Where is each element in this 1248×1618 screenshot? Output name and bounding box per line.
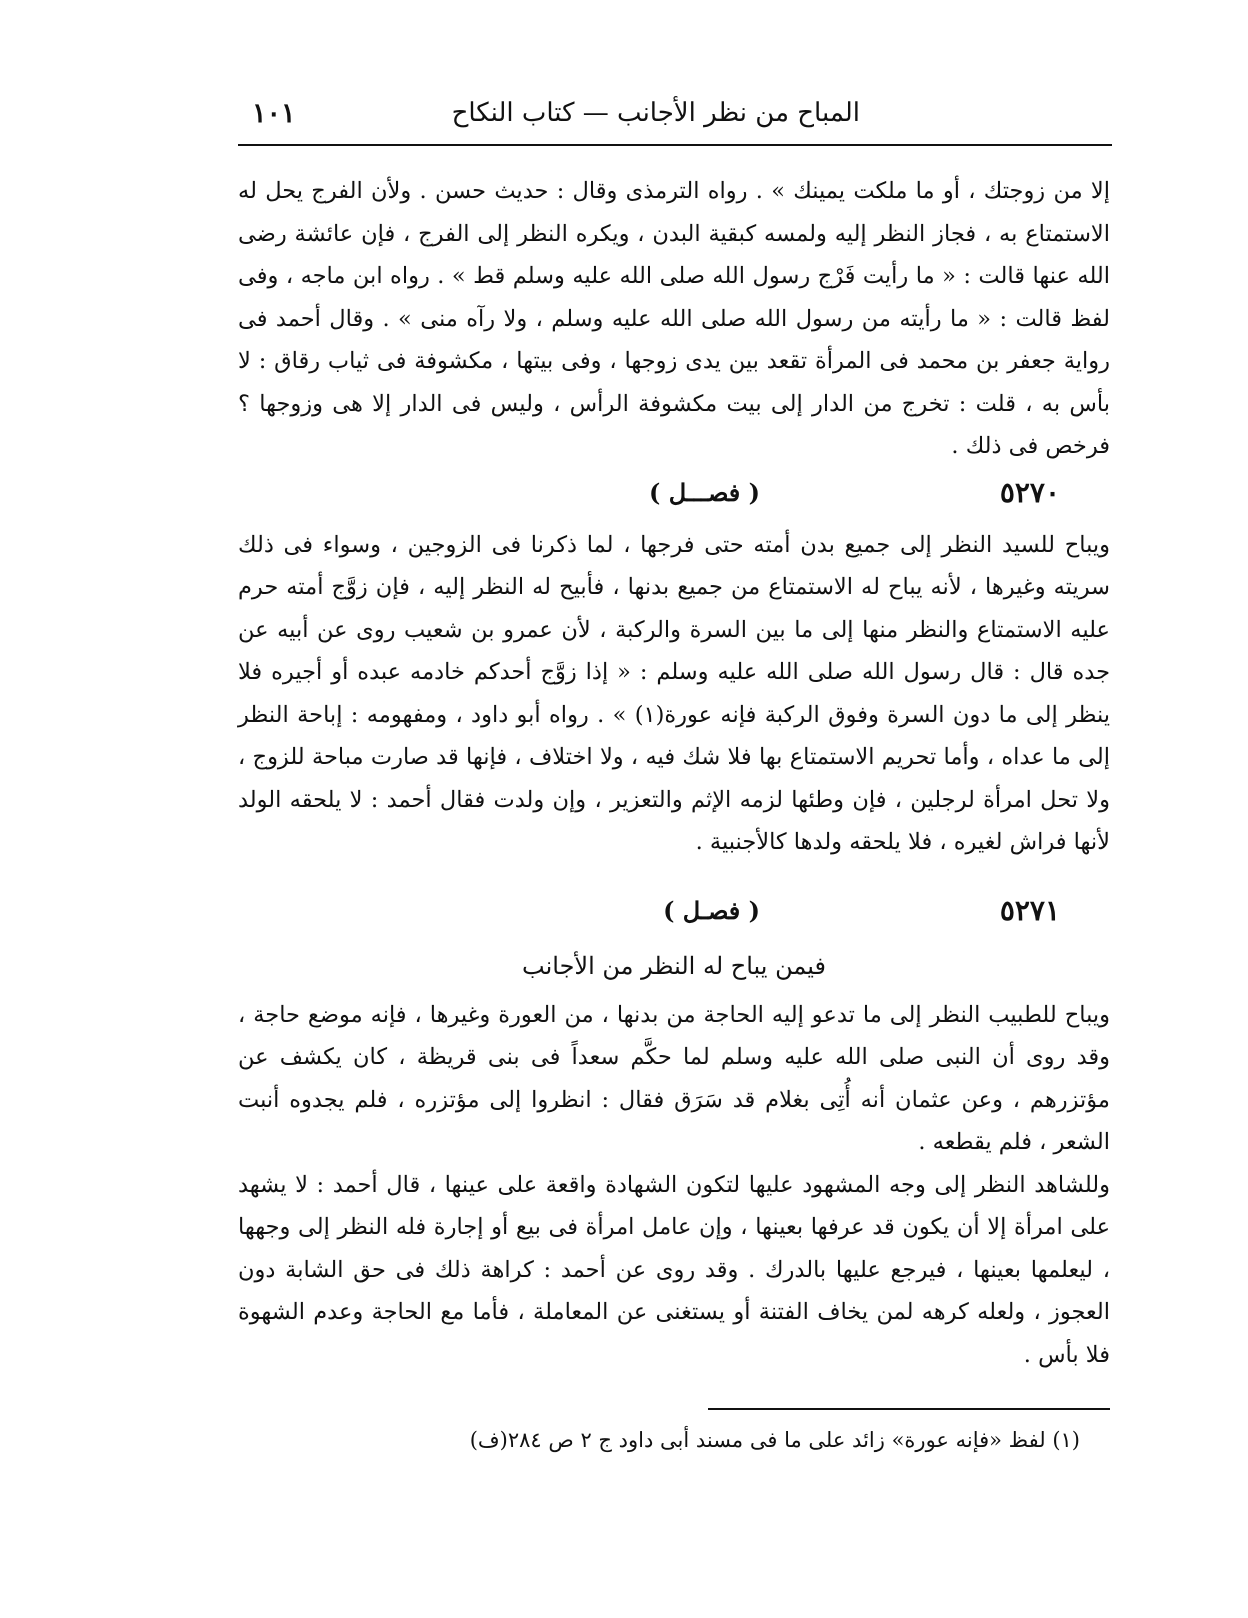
paragraph: ويباح للسيد النظر إلى جميع بدن أمته حتى فرجها ، لما ذكرنا فى الزوجين ، وسواء فى ذلك سريته وغيرها ، لأنه يباح له الاستمتاع من جميع بدنها ، فأبيح له النظر إليه ، فإن زوَّج أمته حرم عليه الاستمتاع والنظر منها إلى ما بين السرة والركبة ، لأن عمرو بن شعيب روى عن أبيه عن جده قال : قال رسول الله صلى الله عليه وسلم : « إذا زوَّج أحدكم خادمه عبده أو أجيره فلا ينظر إلى ما دون السرة وفوق الركبة فإنه عورة(١) » . رواه أبو داود ، ومفهومه : إباحة النظر إلى ما عداه ، وأما تحريم الاستمتاع بها فلا شك فيه ، ولا اختلاف ، فإنها قد صارت مباحة للزوج ، ولا تحل امرأة لرجلين ، فإن وطئها لزمه الإثم والتعزير ، وإن ولدت فقال أحمد : لا يلحقه الولد لأنها فراش لغيره ، فلا يلحقه ولدها كالأجنبية . [238,531,1111,855]
running-header [238,90,1110,140]
section-subheading: فيمن يباح له النظر من الأجانب [522,951,826,980]
page-number: ١٠١ [252,98,296,129]
running-title: المباح من نظر الأجانب — كتاب النكاح [451,98,860,128]
paragraph: إلا من زوجتك ، أو ما ملكت يمينك » . رواه الترمذى وقال : حديث حسن . ولأن الفرج يحل له الاستمتاع به ، فجاز النظر إليه ولمسه كبقية البدن ، ويكره النظر إلى الفرج ، فإن عائشة رضى الله عنها قالت : « ما رأيت فَرْج رسول الله صلى الله عليه وسلم قط » . رواه ابن ماجه ، وفى لفظ قالت : « ما رأيته من رسول الله صلى الله عليه وسلم ، ولا رآه منى » . وقال أحمد فى رواية جعفر بن محمد فى المرأة تقعد بين يدى زوجها ، وفى بيتها ، مكشوفة فى ثياب رقاق : لا بأس به ، قلت : تخرج من الدار إلى بيت مكشوفة الرأس ، وليس فى الدار إلا هى وزوجها ؟ فرخص فى ذلك . [238,178,1110,459]
footnote-rule [708,1408,1110,1410]
footnote: (١) لفظ «فإنه عورة» زائد على ما فى مسند أبى داود ج ٢ ص ٢٨٤(ف) [469,1428,1080,1452]
paragraph: وللشاهد النظر إلى وجه المشهود عليها لتكون الشهادة واقعة على عينها ، قال أحمد : لا يشهد على امرأة إلا أن يكون قد عرفها بعينها ، وإن عامل امرأة فى بيع أو إجارة فله النظر إلى وجهها ، ليعلمها بعينها ، فيرجع عليها بالدرك . وقد روى عن أحمد : كراهة ذلك فى حق الشابة دون العجوز ، ولعله كرهه لمن يخاف الفتنة أو يستغنى عن المعاملة ، فأما مع الحاجة وعدم الشهوة فلا بأس . [238,1171,1110,1368]
section-number: ٥٢٧١ [999,893,1060,927]
section-label: ( فصـــل ) [649,477,760,507]
section-number: ٥٢٧٠ [999,475,1060,509]
section-label: ( فصـل ) [663,895,760,925]
header-rule [238,144,1112,146]
section-heading-5270 [238,468,1110,524]
paragraph: ويباح للطبيب النظر إلى ما تدعو إليه الحاجة من بدنها ، من العورة وغيرها ، فإنه موضع حاجة ، وقد روى أن النبى صلى الله عليه وسلم لما حكَّم سعداً فى بنى قريظة ، كان يكشف عن مؤتزرهم ، وعن عثمان أنه أُتِى بغلام قد سَرَق فقال : انظروا إلى مؤتزره ، فلم يجدوه أنبت الشعر ، فلم يقطعه . [238,1001,1110,1155]
page-body [238,170,1110,1376]
section-heading-5271 [238,886,1110,942]
